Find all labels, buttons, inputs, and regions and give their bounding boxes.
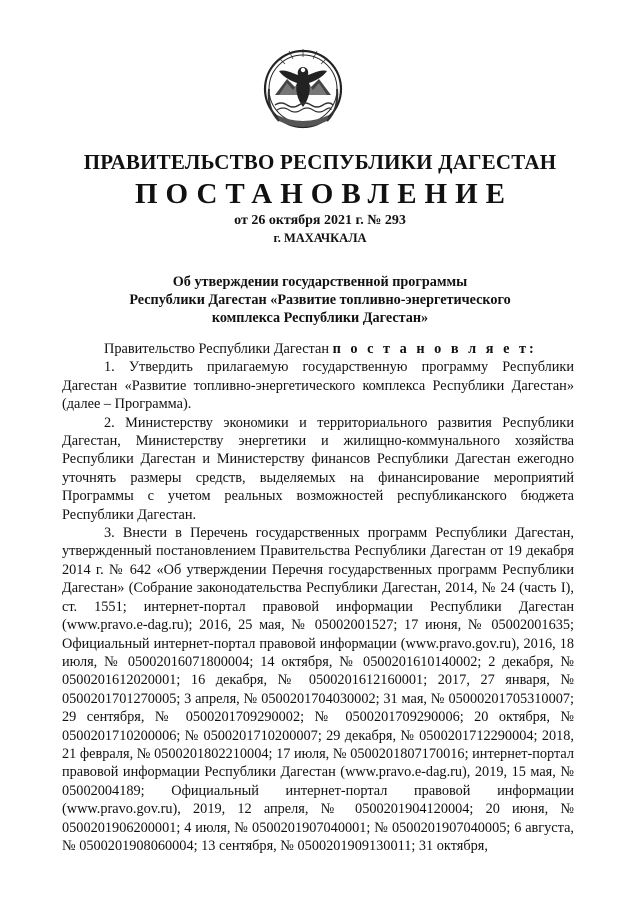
paragraph-2: 2. Министерству экономики и территориального развития Республики Дагестан, Министерству энергетики и жилищно-коммунального хозяйства Республики Дагестан и Министерству финансов Республики Дагестан ежегодно уточнять размеры средств, выделяемых на финансирование мероприятий Программы с учетом реальных возможностей республиканского бюджета Республики Дагестан. [62, 414, 574, 523]
document-type: ПОСТАНОВЛЕНИЕ [134, 178, 513, 210]
title-line-1: Об утверждении государственной программы [172, 274, 468, 290]
title-line-2: Республики Дагестан «Развитие топливно-энергетического [129, 292, 511, 308]
decree-body [62, 340, 574, 855]
paragraph-3: 3. Внести в Перечень государственных программ Республики Дагестан, утвержденный постановлением Правительства Республики Дагестан от 19 декабря 2014 г. № 642 «Об утверждении Перечня государственных программ Республики Дагестан» (Собрание законодательства Республики Дагестан, 2014, № 24 (часть I), ст. 1551; интернет-портал правовой информации Республики Дагестан (www.pravo.e-dag.ru); 2016, 25 мая, № 05002001527; 17 июня, № 05002001635; Официальный интернет-портал правовой информации (www.pravo.gov.ru), 2016, 18 июля, № 05002016071800004; 14 октября, № 0500201610140002; 2 декабря, № 0500201612020001; 16 декабря, № 0500201612160001; 2017, 27 января, № 0500201701270005; 3 апреля, № 0500201704030002; 31 мая, № 05000201705310007; 29 сентября, № 0500201709290002; № 0500201709290006; 20 октября, № 0500201710200006; № 0500201710200007; 29 декабря, № 0500201712290004; 2018, 21 февраля, № 0500201802210004; 17 июля, № 0500201807170016; интернет-портал правовой информации Республики Дагестан (www.pravo.e-dag.ru), 2019, 15 мая, № 05002004189; Официальный интернет-портал правовой информации (www.pravo.gov.ru), 2019, 12 апреля, № 0500201904120004; 20 июня, № 0500201906200001; 4 июля, № 0500201907040001; № 0500201907040005; 6 августа, № 0500201908060004; 13 сентября, № 0500201909130011; 31 октября, [62, 525, 574, 854]
preamble-paragraph [62, 340, 574, 358]
title-line-3: комплекса Республики Дагестан» [211, 310, 429, 326]
decree-city: г. МАХАЧКАЛА [273, 231, 367, 245]
decree-date-number: от 26 октября 2021 г. № 293 [234, 213, 406, 228]
preamble-text: Правительство Республики Дагестан [104, 341, 333, 357]
organization-name: ПРАВИТЕЛЬСТВО РЕСПУБЛИКИ ДАГЕСТАН [83, 150, 557, 174]
coat-of-arms-icon [261, 43, 345, 133]
paragraph-1: 1. Утвердить прилагаемую государственную программу Республики Дагестан «Развитие топливно-энергетического комплекса Республики Дагестан» (далее – Программа). [62, 359, 574, 413]
decree-title [80, 273, 560, 327]
resolves-word: п о с т а н о в л я е т: [332, 341, 537, 357]
